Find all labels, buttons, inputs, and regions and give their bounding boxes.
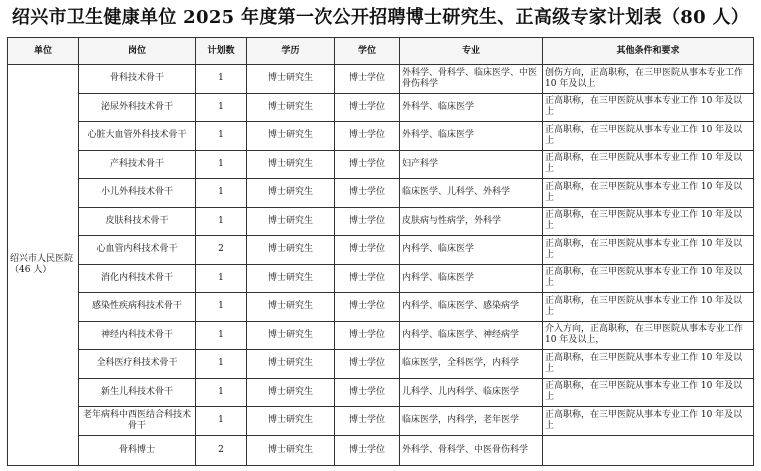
position-cell: 神经内科技术骨干 [79,321,196,350]
position-cell: 皮肤科技术骨干 [79,207,196,236]
requirements-cell: 正高职称，在三甲医院从事本专业工作 10 年及以上 [543,350,754,379]
education-cell: 博士研究生 [247,378,335,407]
degree-cell: 博士学位 [335,435,400,465]
position-cell: 产科技术骨干 [79,150,196,179]
degree-cell: 博士学位 [335,150,400,179]
col-header-unit: 单位 [8,38,79,65]
table-row [8,293,754,322]
major-cell: 临床医学，全科医学，内科学 [400,350,543,379]
table-body [8,65,754,466]
requirements-cell: 正高职称，在三甲医院从事本专业工作 10 年及以上 [543,122,754,151]
position-cell: 心脏大血管外科技术骨干 [79,122,196,151]
plan-count-cell: 2 [196,435,247,465]
major-cell: 儿科学、儿内科学、临床医学 [400,378,543,407]
degree-cell: 博士学位 [335,350,400,379]
col-header-degree: 学位 [335,38,400,65]
position-cell: 新生儿科技术骨干 [79,378,196,407]
education-cell: 博士研究生 [247,236,335,265]
requirements-cell: 正高职称，在三甲医院从事本专业工作 10 年及以上 [543,378,754,407]
plan-count-cell: 1 [196,150,247,179]
position-cell: 泌尿外科技术骨干 [79,93,196,122]
major-cell: 临床医学，内科学，老年医学 [400,407,543,436]
education-cell: 博士研究生 [247,264,335,293]
position-cell: 心血管内科技术骨干 [79,236,196,265]
education-cell: 博士研究生 [247,150,335,179]
position-cell: 骨科博士 [79,435,196,465]
plan-count-cell: 1 [196,321,247,350]
requirements-cell: 正高职称，在三甲医院从事本专业工作 10 年及以上 [543,207,754,236]
position-cell: 小儿外科技术骨干 [79,179,196,208]
table-row [8,378,754,407]
position-cell: 全科医疗科技术骨干 [79,350,196,379]
table-row [8,65,754,94]
table-row [8,350,754,379]
table-row [8,236,754,265]
col-header-requirements: 其他条件和要求 [543,38,754,65]
requirements-cell: 正高职称，在三甲医院从事本专业工作 10 年及以上 [543,264,754,293]
education-cell: 博士研究生 [247,350,335,379]
plan-count-cell: 1 [196,207,247,236]
requirements-cell: 正高职称，在三甲医院从事本专业工作 10 年及以上 [543,236,754,265]
requirements-cell: 正高职称，在三甲医院从事本专业工作 10 年及以上 [543,407,754,436]
plan-count-cell: 1 [196,407,247,436]
plan-count-cell: 2 [196,236,247,265]
table-row [8,150,754,179]
education-cell: 博士研究生 [247,321,335,350]
table-header-row [8,38,754,65]
requirements-cell: 介入方向，正高职称，在三甲医院从事本专业工作 10 年及以上， [543,321,754,350]
degree-cell: 博士学位 [335,65,400,94]
education-cell: 博士研究生 [247,293,335,322]
major-cell: 外科学、临床医学 [400,93,543,122]
plan-count-cell: 1 [196,350,247,379]
major-cell: 外科学、骨科学、中医骨伤科学 [400,435,543,465]
table-row [8,179,754,208]
degree-cell: 博士学位 [335,378,400,407]
unit-name-cell: 绍兴市人民医院（46 人） [8,65,79,466]
education-cell: 博士研究生 [247,122,335,151]
degree-cell: 博士学位 [335,407,400,436]
requirements-cell [543,435,754,465]
degree-cell: 博士学位 [335,122,400,151]
education-cell: 博士研究生 [247,179,335,208]
position-cell: 感染性疾病科技术骨干 [79,293,196,322]
table-row [8,264,754,293]
col-header-position: 岗位 [79,38,196,65]
education-cell: 博士研究生 [247,435,335,465]
table-row [8,93,754,122]
major-cell: 内科学、临床医学 [400,236,543,265]
degree-cell: 博士学位 [335,207,400,236]
requirements-cell: 正高职称，在三甲医院从事本专业工作 10 年及以上 [543,93,754,122]
plan-count-cell: 1 [196,378,247,407]
education-cell: 博士研究生 [247,65,335,94]
plan-count-cell: 1 [196,293,247,322]
page-title: 绍兴市卫生健康单位 2025 年度第一次公开招聘博士研究生、正高级专家计划表（80 人） [11,7,750,28]
table-row [8,122,754,151]
major-cell: 皮肤病与性病学，外科学 [400,207,543,236]
degree-cell: 博士学位 [335,179,400,208]
requirements-cell: 创伤方向，正高职称，在三甲医院从事本专业工作 10 年及以上 [543,65,754,94]
position-cell: 消化内科技术骨干 [79,264,196,293]
degree-cell: 博士学位 [335,321,400,350]
major-cell: 内科学、临床医学、感染病学 [400,293,543,322]
degree-cell: 博士学位 [335,236,400,265]
education-cell: 博士研究生 [247,93,335,122]
table-row [8,207,754,236]
major-cell: 妇产科学 [400,150,543,179]
major-cell: 外科学、骨科学、临床医学、中医骨伤科学 [400,65,543,94]
position-cell: 骨科技术骨干 [79,65,196,94]
education-cell: 博士研究生 [247,207,335,236]
plan-count-cell: 1 [196,179,247,208]
col-header-education: 学历 [247,38,335,65]
major-cell: 内科学、临床医学、神经病学 [400,321,543,350]
table-row [8,407,754,436]
major-cell: 外科学、临床医学 [400,122,543,151]
position-cell: 老年病科中西医结合科技术骨干 [79,407,196,436]
plan-count-cell: 1 [196,93,247,122]
education-cell: 博士研究生 [247,407,335,436]
plan-count-cell: 1 [196,65,247,94]
plan-count-cell: 1 [196,122,247,151]
col-header-major: 专业 [400,38,543,65]
plan-count-cell: 1 [196,264,247,293]
requirements-cell: 正高职称，在三甲医院从事本专业工作 10 年及以上 [543,293,754,322]
degree-cell: 博士学位 [335,264,400,293]
requirements-cell: 正高职称，在三甲医院从事本专业工作 10 年及以上 [543,179,754,208]
major-cell: 内科学、临床医学 [400,264,543,293]
table-row [8,321,754,350]
degree-cell: 博士学位 [335,93,400,122]
requirements-cell: 正高职称，在三甲医院从事本专业工作 10 年及以上 [543,150,754,179]
col-header-plan-count: 计划数 [196,38,247,65]
major-cell: 临床医学、儿科学、外科学 [400,179,543,208]
degree-cell: 博士学位 [335,293,400,322]
recruitment-plan-table [7,37,754,466]
table-row [8,435,754,465]
